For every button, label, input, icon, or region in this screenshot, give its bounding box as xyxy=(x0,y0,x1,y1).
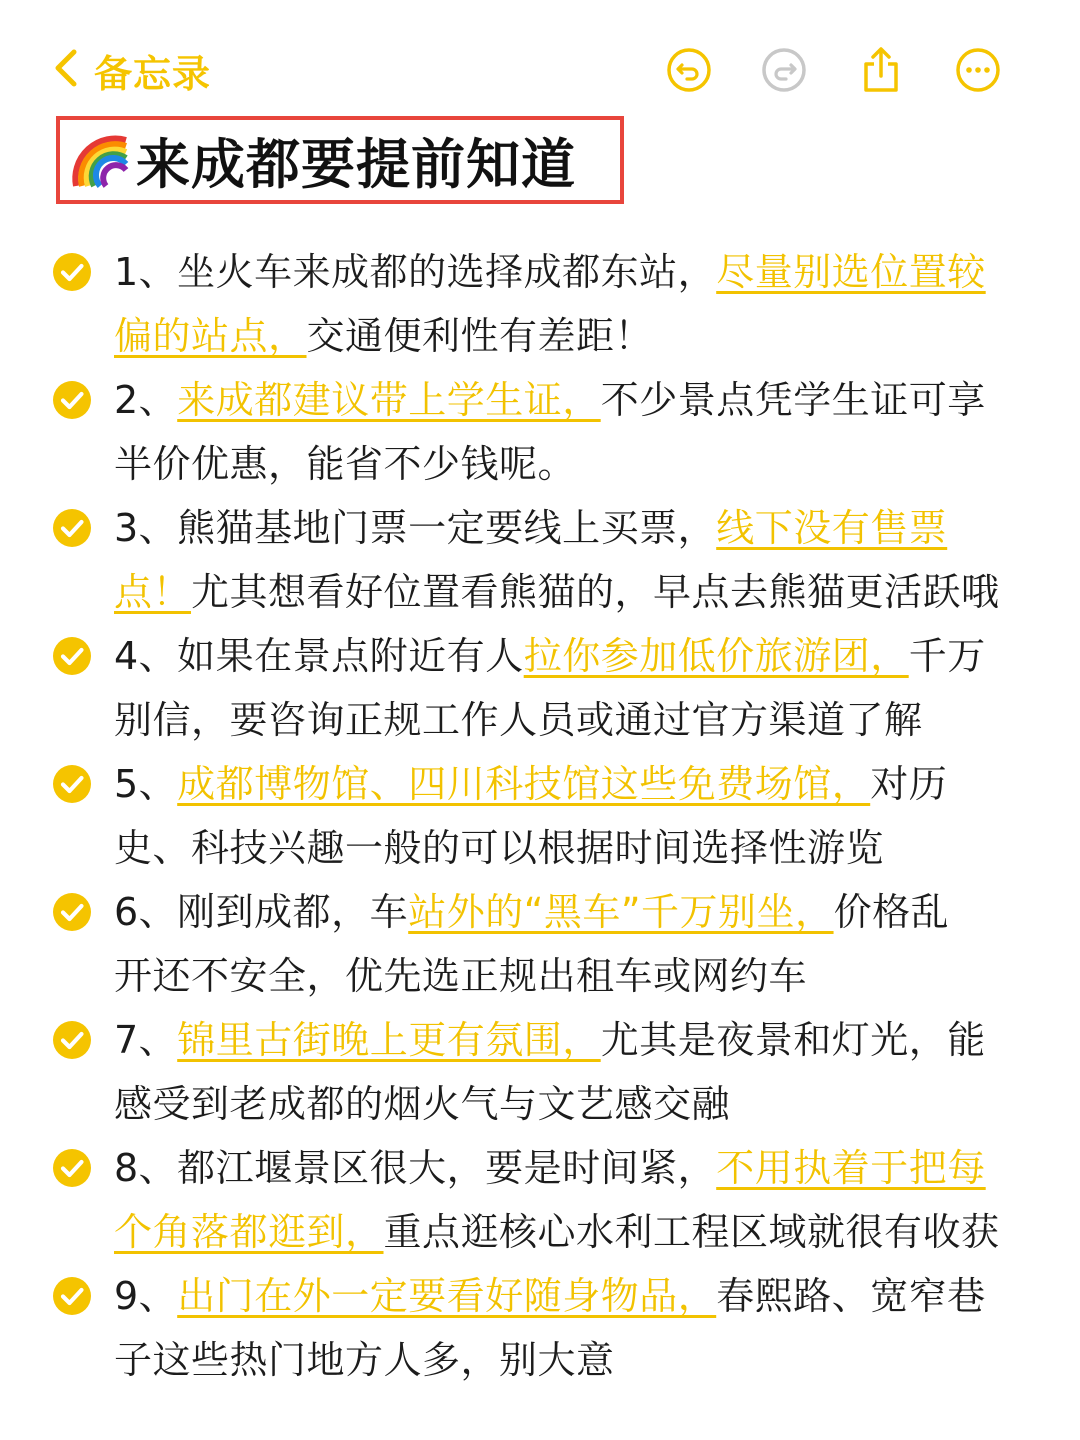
highlighted-text: 不用执着于把每 xyxy=(716,1146,986,1190)
tip-text: 5、 xyxy=(114,762,178,806)
tip-text: 7、 xyxy=(114,1018,178,1062)
tip-line xyxy=(114,1072,730,1136)
title-text: 来成都要提前知道 xyxy=(136,132,576,196)
tip-line xyxy=(114,304,653,368)
highlighted-text: 尽量别选位置较 xyxy=(716,250,986,294)
tip-text: 尤其是夜景和灯光，能 xyxy=(600,1018,986,1062)
back-button[interactable] xyxy=(48,40,211,100)
highlighted-text: 拉你参加低价旅游团， xyxy=(523,634,909,678)
tip-line xyxy=(114,880,949,944)
tip-line xyxy=(114,944,807,1008)
tip-line xyxy=(114,496,947,560)
tip-text: 6、刚到成都，车 xyxy=(114,890,409,934)
tip-text: 价格乱 xyxy=(833,890,950,934)
nav-bar xyxy=(0,0,1080,120)
tip-line xyxy=(114,240,986,304)
checkmark-icon[interactable] xyxy=(52,252,92,292)
tip-text: 感受到老成都的烟火气与文艺感交融 xyxy=(114,1082,731,1126)
checkmark-icon[interactable] xyxy=(52,636,92,676)
undo-icon[interactable] xyxy=(665,46,713,94)
redo-icon[interactable] xyxy=(760,46,808,94)
tip-line xyxy=(114,1136,986,1200)
tip-text: 春熙路、宽窄巷 xyxy=(716,1274,986,1318)
tip-text: 开还不安全，优先选正规出租车或网约车 xyxy=(114,954,808,998)
tip-line xyxy=(114,816,884,880)
tip-text: 1、坐火车来成都的选择成都东站， xyxy=(114,250,717,294)
tip-line xyxy=(114,432,576,496)
tip-line xyxy=(114,1008,986,1072)
tip-text: 2、 xyxy=(114,378,178,422)
tip-text: 千万 xyxy=(908,634,986,678)
highlighted-text: 出门在外一定要看好随身物品， xyxy=(177,1274,717,1318)
highlighted-text: 个角落都逛到， xyxy=(114,1210,384,1254)
tip-text: 尤其想看好位置看熊猫的，早点去熊猫更活跃哦 xyxy=(191,570,1000,614)
tip-text: 4、如果在景点附近有人 xyxy=(114,634,524,678)
tip-text: 不少景点凭学生证可享 xyxy=(600,378,986,422)
chevron-left-icon xyxy=(48,46,82,94)
tip-line xyxy=(114,560,1000,624)
note-title xyxy=(56,116,624,204)
share-icon[interactable] xyxy=(857,46,905,94)
tip-line xyxy=(114,1264,986,1328)
highlighted-text: 站外的“黑车”千万别坐， xyxy=(408,890,834,934)
tip-line xyxy=(114,368,986,432)
tip-line xyxy=(114,1200,1000,1264)
tip-text: 9、 xyxy=(114,1274,178,1318)
tip-text: 8、都江堰景区很大，要是时间紧， xyxy=(114,1146,717,1190)
checkmark-icon[interactable] xyxy=(52,1276,92,1316)
rainbow-emoji xyxy=(70,132,132,188)
tip-text: 交通便利性有差距！ xyxy=(306,314,654,358)
tip-line xyxy=(114,1328,615,1392)
more-icon[interactable] xyxy=(954,46,1002,94)
checkmark-icon[interactable] xyxy=(52,764,92,804)
tip-text: 半价优惠，能省不少钱呢。 xyxy=(114,442,577,486)
highlighted-text: 来成都建议带上学生证， xyxy=(177,378,601,422)
highlighted-text: 锦里古街晚上更有氛围， xyxy=(177,1018,601,1062)
back-label: 备忘录 xyxy=(94,51,212,96)
tip-text: 子这些热门地方人多，别大意 xyxy=(114,1338,615,1382)
highlighted-text: 偏的站点， xyxy=(114,314,307,358)
tip-text: 3、熊猫基地门票一定要线上买票， xyxy=(114,506,717,550)
highlighted-text: 点！ xyxy=(114,570,192,614)
tip-text: 对历 xyxy=(870,762,948,806)
tip-line xyxy=(114,752,947,816)
tip-text: 史、科技兴趣一般的可以根据时间选择性游览 xyxy=(114,826,885,870)
highlighted-text: 线下没有售票 xyxy=(716,506,948,550)
tip-text: 重点逛核心水利工程区域就很有收获 xyxy=(383,1210,1000,1254)
tip-line xyxy=(114,688,923,752)
checkmark-icon[interactable] xyxy=(52,380,92,420)
tip-text: 别信，要咨询正规工作人员或通过官方渠道了解 xyxy=(114,698,923,742)
checkmark-icon[interactable] xyxy=(52,508,92,548)
highlighted-text: 成都博物馆、四川科技馆这些免费场馆， xyxy=(177,762,871,806)
checkmark-icon[interactable] xyxy=(52,1020,92,1060)
checkmark-icon[interactable] xyxy=(52,892,92,932)
checkmark-icon[interactable] xyxy=(52,1148,92,1188)
tip-line xyxy=(114,624,986,688)
